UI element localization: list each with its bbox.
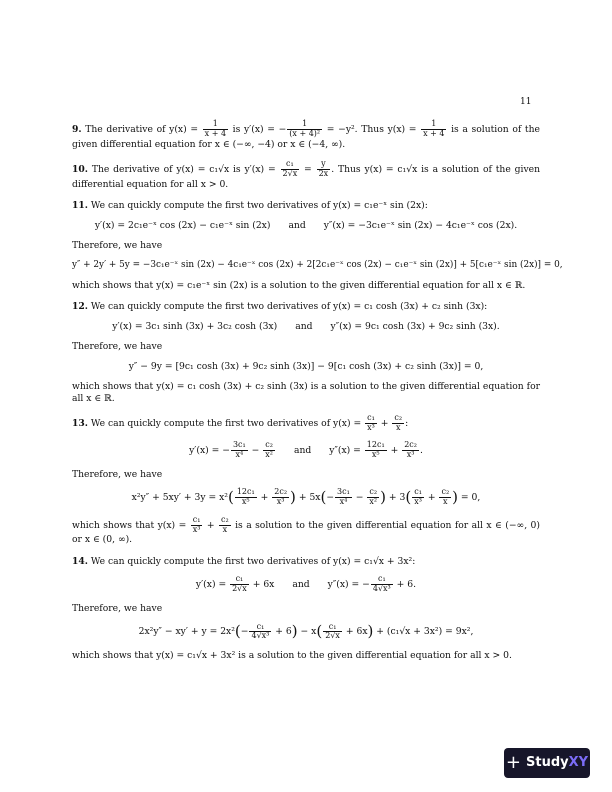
text: = −y². Thus	[323, 123, 388, 135]
second-derivative: y″(x) = 9c₁ cosh (3x) + 9c₂ sinh (3x).	[330, 320, 500, 332]
term: + 6.	[393, 579, 417, 591]
verification-equation: y″ − 9y = [9c₁ cosh (3x) + 9c₂ sinh (3x)] − 9[c₁ cosh (3x) + c₂ sinh (3x)] = 0,	[128, 360, 484, 372]
numerator: c₂	[263, 441, 275, 451]
colon: :	[405, 418, 409, 430]
text: The derivative of	[91, 163, 177, 175]
numerator: c₁	[365, 414, 377, 424]
intro-text: We can quickly compute the first two derivatives of y(x) =	[90, 418, 365, 430]
second-derivative-lhs: y″(x) =	[329, 444, 364, 456]
problem-number: 13.	[72, 418, 88, 430]
fraction	[230, 575, 249, 594]
equation-rhs: = 0,	[458, 491, 481, 503]
numerator: 12c₁	[366, 439, 385, 449]
intro-text: We can quickly compute the first two derivatives of y(x) = c₁ cosh (3x) + c₂ sinh (3x):	[90, 301, 488, 313]
term: + 3	[385, 491, 406, 503]
solution-12-intro	[72, 301, 540, 313]
math: y(x) = c₁√x	[176, 163, 230, 175]
numerator: 3c₁	[232, 439, 246, 449]
numerator: c₁	[323, 623, 342, 633]
denominator: 2√x	[232, 584, 247, 594]
text: =	[300, 163, 316, 175]
logo-accent: XY	[568, 754, 589, 770]
denominator: 4√x³	[251, 631, 270, 641]
solution-13-intro	[72, 414, 540, 433]
solution-13	[72, 414, 540, 546]
numerator: c₂	[220, 514, 229, 524]
fraction	[219, 516, 231, 535]
fraction	[317, 160, 331, 179]
fraction	[272, 488, 289, 507]
conclusion-text: which shows that y(x) = c₁e⁻ˣ sin (2x) is a solution to the given differential equation for all x ∈ ℝ.	[72, 279, 526, 291]
denominator: x + 4	[423, 128, 445, 138]
fraction	[323, 623, 342, 642]
solution-10	[72, 160, 540, 190]
numerator: c₂	[367, 488, 379, 498]
therefore-text: Therefore, we have	[72, 240, 163, 252]
numerator: c₂	[441, 487, 450, 497]
solution-11-intro	[72, 200, 540, 212]
period: .	[420, 444, 423, 456]
term: − x	[297, 626, 317, 638]
problem-number: 10.	[72, 163, 88, 175]
fraction	[402, 441, 419, 460]
text: The derivative of	[85, 123, 170, 135]
denominator: 2x	[318, 168, 329, 178]
conclusion-text: which shows that y(x) = c₁√x + 3x² is a solution to the given differential equation for all x > 0.	[72, 650, 512, 662]
solution-9-text	[72, 120, 540, 150]
first-derivative-lhs: y′(x) = −	[189, 444, 230, 456]
numerator: 2c₂	[274, 487, 288, 497]
problem-number: 14.	[72, 555, 88, 567]
and-text: and	[295, 320, 313, 332]
term: + 6	[272, 626, 292, 638]
solution-10-text	[72, 160, 540, 190]
numerator: 1	[421, 120, 446, 130]
and-text: and	[288, 219, 306, 231]
fraction	[412, 488, 424, 507]
logo-text: Study	[526, 754, 569, 770]
denominator: x⁵	[241, 496, 250, 506]
verification-equation: x²y″ + 5xy′ + 3y = x²( $\frac{\text{12c₁}}{\text{x⁵}}$ + $\frac{\text{2c₂}}{\text{x³}}$ ) + 5x(− $\frac{\text{3c₁}}{\text{x⁴}}$ − $\frac{\text{c₂}}{\text{x²}}$ ) + 3( $\frac{\text{c₁}}{\text{x³}}$ + $\frac{\text{c₂}}{x}$ ) = 0,	[131, 487, 481, 506]
numerator: c₁	[412, 488, 424, 498]
fraction	[281, 160, 300, 179]
fraction	[371, 575, 393, 594]
second-derivative-lhs: y″(x) = −	[327, 579, 370, 591]
solution-9	[72, 120, 540, 150]
text: is a solution of the given differential equation for	[72, 123, 540, 150]
text: is a solution of the given differential equation for all x > 0.	[72, 163, 540, 190]
denominator: 4√x³	[372, 584, 391, 594]
numerator: c₁	[249, 623, 271, 633]
fraction	[367, 488, 379, 507]
plus: +	[257, 491, 272, 503]
math: x ∈ (−∞, −4) or x ∈ (−4, ∞).	[214, 138, 346, 150]
therefore-text: Therefore, we have	[72, 602, 163, 614]
text: . Thus	[331, 163, 365, 175]
text: is	[229, 163, 245, 175]
second-derivative: y″(x) = −3c₁e⁻ˣ sin (2x) − 4c₁e⁻ˣ cos (2x).	[323, 219, 518, 231]
minus: −	[248, 444, 263, 456]
denominator: (x + 4)²	[289, 128, 321, 138]
derivatives-equation	[72, 575, 540, 594]
first-derivative: y′(x) = 3c₁ sinh (3x) + 3c₂ cosh (3x)	[112, 320, 278, 332]
numerator: c₁	[371, 575, 393, 585]
fraction	[392, 414, 404, 433]
verification-equation: y″ + 2y′ + 5y = −3c₁e⁻ˣ sin (2x) − 4c₁e⁻ˣ cos (2x) + 2[2c₁e⁻ˣ cos (2x) − c₁e⁻ˣ sin (2x)] + 5[c₁e⁻ˣ sin (2x)] = 0,	[72, 259, 563, 270]
conclusion-text: which shows that y(x) = c₁ cosh (3x) + c₂ sinh (3x) is a solution to the given differential equation for all x ∈ ℝ.	[72, 381, 540, 404]
denominator: x³	[192, 524, 201, 534]
fraction	[421, 120, 446, 139]
math: y′(x) =	[244, 163, 280, 175]
denominator: x²	[369, 496, 378, 506]
fraction	[365, 414, 377, 433]
numerator: 1	[203, 120, 228, 130]
numerator: 1	[287, 120, 322, 130]
fraction	[439, 488, 451, 507]
plus: +	[377, 418, 392, 430]
denominator: x + 4	[204, 128, 227, 138]
fraction	[203, 120, 228, 139]
derivatives-equation	[72, 441, 540, 460]
plus: +	[424, 491, 439, 503]
denominator: x⁴	[235, 449, 244, 459]
fraction	[287, 120, 322, 139]
therefore-text: Therefore, we have	[72, 341, 163, 353]
derivatives-equation	[72, 321, 540, 333]
term: + 6x	[249, 579, 275, 591]
first-derivative: y′(x) = 2c₁e⁻ˣ cos (2x) − c₁e⁻ˣ sin (2x)	[94, 219, 271, 231]
and-text: and	[294, 444, 312, 456]
math: y(x) = c₁√x	[364, 163, 418, 175]
term: + 5x	[295, 491, 321, 503]
first-derivative-lhs: y′(x) =	[195, 579, 230, 591]
equation-lhs: 2x²y″ − xy′ + y = 2x²	[138, 626, 235, 638]
solution-14-intro	[72, 556, 540, 568]
intro-text: We can quickly compute the first two derivatives of y(x) = c₁e⁻ˣ sin (2x):	[90, 200, 428, 212]
fraction	[335, 488, 352, 507]
therefore-text: Therefore, we have	[72, 468, 163, 480]
derivatives-equation	[72, 220, 540, 232]
numerator: c₁	[281, 160, 300, 170]
denominator: x	[222, 524, 228, 534]
numerator: 3c₁	[337, 487, 350, 497]
fraction	[235, 488, 257, 507]
text: is	[229, 123, 244, 135]
numerator: y	[317, 160, 331, 170]
numerator: c₁	[230, 575, 249, 585]
fraction	[365, 441, 387, 460]
term: + 6x	[342, 626, 368, 638]
text: is a solution to the given differential equation for all x ∈ (−∞, 0) or x ∈ (0, ∞).	[72, 519, 540, 546]
numerator: 2c₂	[404, 439, 417, 449]
fraction	[231, 441, 248, 460]
numerator: c₁	[191, 516, 203, 526]
plus-icon: +	[505, 752, 522, 773]
math: y(x) =	[169, 123, 202, 135]
denominator: 2√x	[282, 168, 298, 178]
page-number: 11	[520, 97, 532, 107]
denominator: x⁴	[339, 496, 348, 506]
plus: +	[203, 519, 218, 531]
solutions-content	[72, 119, 563, 672]
problem-number: 12.	[72, 301, 88, 313]
math: y′(x) = −	[243, 123, 287, 135]
denominator: x³	[367, 423, 375, 433]
text: which shows that y(x) =	[72, 519, 190, 531]
numerator: 12c₁	[236, 487, 255, 497]
and-text: and	[292, 579, 310, 591]
verification-equation: 2x²y″ − xy′ + y = 2x²(− $\frac{\text{c₁}}{\text{4√x³}}$ + 6) − x( $\frac{\text{c₁}}{2√x}$ + 6x) + (c₁√x + 3x²) = 9x²,	[138, 621, 474, 641]
numerator: c₂	[394, 413, 403, 423]
fraction	[249, 623, 271, 642]
conclusion-text	[72, 516, 540, 546]
denominator: x³	[414, 496, 422, 506]
fraction	[191, 516, 203, 535]
denominator: x³	[276, 496, 285, 506]
denominator: x⁵	[371, 449, 380, 459]
studyxy-logo[interactable]	[504, 748, 590, 778]
solution-11	[72, 200, 563, 291]
minus: −	[240, 626, 249, 638]
denominator: x	[395, 423, 401, 433]
intro-text: We can quickly compute the first two derivatives of y(x) = c₁√x + 3x²:	[90, 555, 416, 567]
solution-12	[72, 301, 540, 404]
denominator: 2√x	[325, 631, 340, 641]
problem-number: 11.	[72, 200, 88, 212]
denominator: x	[443, 496, 448, 506]
fraction	[263, 441, 275, 460]
math: y(x) =	[387, 123, 421, 135]
denominator: x³	[406, 449, 415, 459]
solution-14	[72, 556, 540, 662]
equation-lhs: x²y″ + 5xy′ + 3y = x²	[131, 491, 228, 503]
minus: −	[352, 491, 367, 503]
equation-rhs: + (c₁√x + 3x²) = 9x²,	[373, 626, 474, 638]
problem-number: 9.	[72, 123, 82, 135]
denominator: x²	[265, 449, 273, 459]
plus: +	[387, 444, 402, 456]
